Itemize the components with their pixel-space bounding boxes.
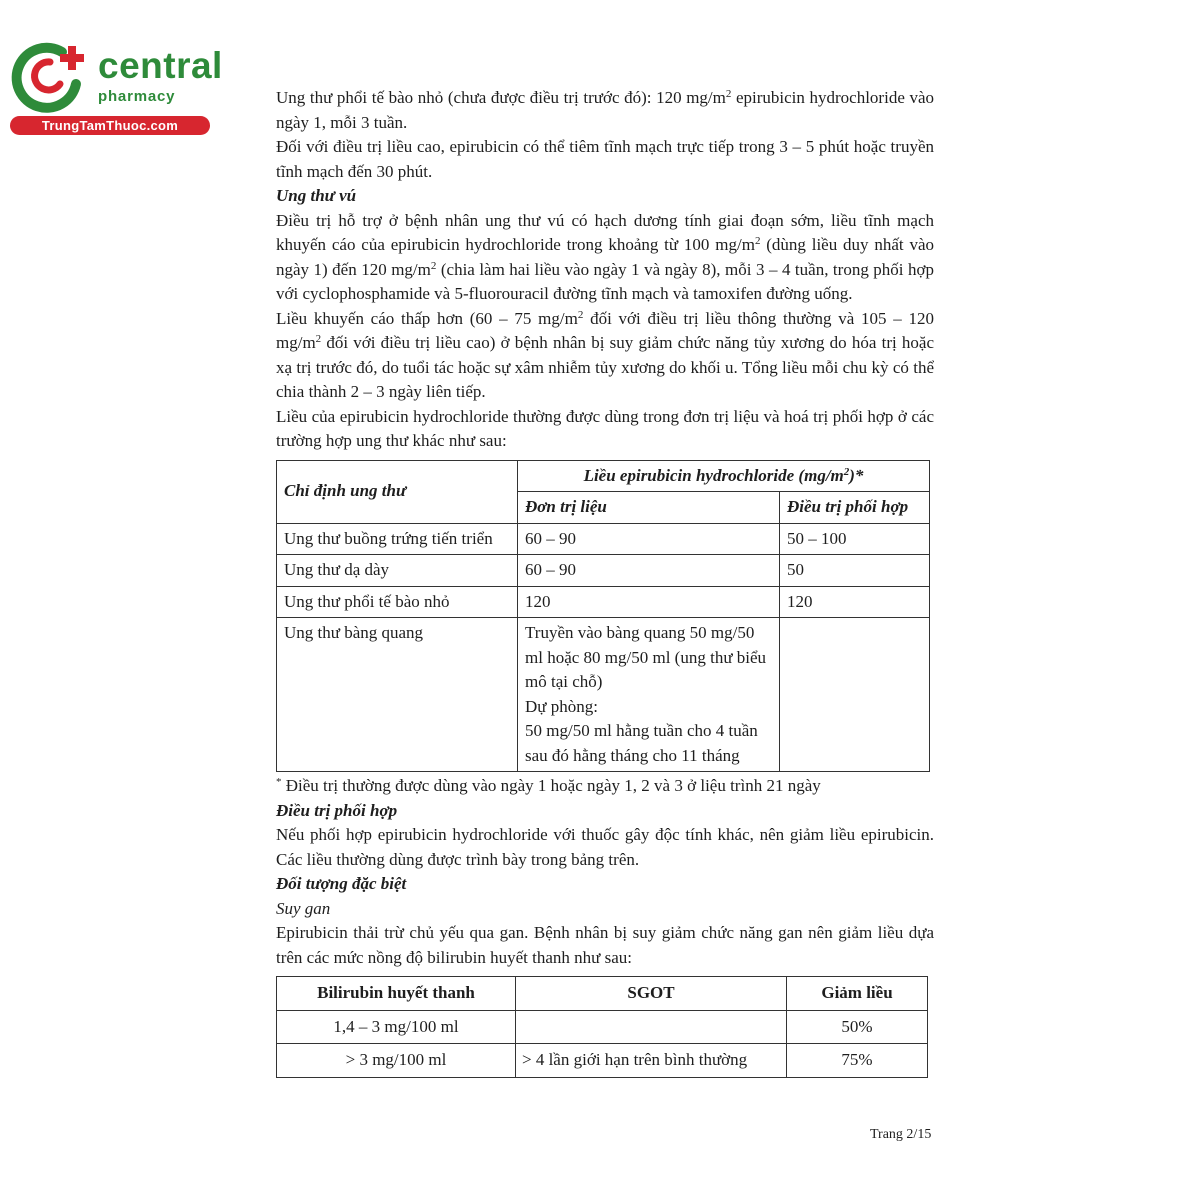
header-dose: Liều epirubicin hydrochloride $(mg/m^2)*$ — [518, 460, 930, 492]
bladder-prophylaxis-dose: 50 mg/50 ml hằng tuần cho 4 tuần sau đó hằng tháng cho 11 tháng — [525, 721, 758, 765]
logo-subtitle: pharmacy — [98, 88, 176, 105]
bladder-instillation: Truyền vào bàng quang 50 mg/50 ml hoặc 80 mg/50 ml (ung thư biểu mô tại chỗ) — [525, 623, 767, 691]
table-row — [277, 618, 930, 772]
cell-mono: 120 — [518, 586, 780, 618]
heading-breast-cancer: Ung thư vú — [276, 186, 357, 205]
header-sgot: SGOT — [516, 977, 787, 1011]
document-body — [276, 86, 934, 1078]
bladder-prophylaxis-label: Dự phòng: — [525, 696, 598, 716]
cell-mono — [518, 618, 780, 772]
logo-url: TrungTamThuoc.com — [10, 116, 210, 135]
paragraph-high-dose: Đối với điều trị liều cao, epirubicin có thể tiêm tĩnh mạch trực tiếp trong 3 – 5 phút hoặc truyền tĩnh mạch đến 30 phút. — [276, 137, 934, 181]
dose-table — [276, 460, 930, 773]
cell-combo: 50 – 100 — [780, 523, 930, 555]
cell-combo: 120 — [780, 586, 930, 618]
header-dose-reduction: Giảm liều — [787, 977, 928, 1011]
header-bilirubin: Bilirubin huyết thanh — [277, 977, 516, 1011]
page-number: Trang 2/15 — [870, 1127, 932, 1142]
cell-combo: 50 — [780, 555, 930, 587]
header-indication: Chỉ định ung thư — [277, 460, 518, 523]
cell-indication: Ung thư bàng quang — [277, 618, 518, 772]
cell-bilirubin: > 3 mg/100 ml — [277, 1044, 516, 1078]
cell-indication: Ung thư dạ dày — [277, 555, 518, 587]
pharmacy-cross-icon — [10, 38, 92, 114]
cell-reduction: 50% — [787, 1010, 928, 1044]
table-row — [277, 1044, 928, 1078]
paragraph-table-intro: Liều của epirubicin hydrochloride thường được dùng trong đơn trị liệu và hoá trị phối hợp ở các trường hợp ung thư khác như sau: — [276, 406, 934, 450]
hepatic-dose-table — [276, 976, 928, 1078]
cell-bilirubin: 1,4 – 3 mg/100 ml — [277, 1010, 516, 1044]
central-pharmacy-logo — [10, 38, 223, 138]
logo-name: central — [98, 45, 223, 86]
table-row — [277, 586, 930, 618]
subheading-hepatic: Suy gan — [276, 898, 331, 918]
cell-sgot: > 4 lần giới hạn trên bình thường — [516, 1044, 787, 1078]
cell-mono: 60 – 90 — [518, 555, 780, 587]
table-row — [277, 555, 930, 587]
header-monotherapy: Đơn trị liệu — [518, 492, 780, 524]
paragraph-combination: Nếu phối hợp epirubicin hydrochloride với thuốc gây độc tính khác, nên giảm liều epirubicin. Các liều thường dùng được trình bày trong bảng trên. — [276, 825, 934, 869]
table-footnote: * Điều trị thường được dùng vào ngày 1 hoặc ngày 1, 2 và 3 ở liệu trình 21 ngày — [276, 776, 821, 795]
cell-reduction: 75% — [787, 1044, 928, 1078]
table-row — [277, 1010, 928, 1044]
cell-combo — [780, 618, 930, 772]
cell-sgot — [516, 1010, 787, 1044]
cell-mono: 60 – 90 — [518, 523, 780, 555]
table-row — [277, 523, 930, 555]
paragraph-small-cell-lung: Ung thư phổi tế bào nhỏ (chưa được điều trị trước đó): 120 $mg/m^2$ epirubicin hydrochloride vào ngày 1, mỗi 3 tuần. — [276, 88, 935, 132]
cell-indication: Ung thư buồng trứng tiến triển — [277, 523, 518, 555]
heading-combination-therapy: Điều trị phối hợp — [276, 800, 398, 820]
paragraph-hepatic: Epirubicin thải trừ chủ yếu qua gan. Bệnh nhân bị suy giảm chức năng gan nên giảm liều dựa trên các mức nồng độ bilirubin huyết thanh như sau: — [276, 923, 934, 967]
cell-indication: Ung thư phổi tế bào nhỏ — [277, 586, 518, 618]
header-combination: Điều trị phối hợp — [780, 492, 930, 524]
heading-special-populations: Đối tượng đặc biệt — [276, 874, 407, 893]
paragraph-breast-dose: Điều trị hỗ trợ ở bệnh nhân ung thư vú có hạch dương tính giai đoạn sớm, liều tĩnh mạch khuyến cáo của epirubicin hydrochloride trong khoảng từ 100 $mg/m^2$ (dùng liều duy nhất vào ngày 1) đến 120 $mg/m^2$ (chia làm hai liều vào ngày 1 và ngày 8), mỗi 3 – 4 tuần, trong phối hợp với cyclophosphamide và 5-fluorouracil đường tĩnh mạch và tamoxifen đường uống. — [276, 210, 935, 303]
paragraph-lower-dose: Liều khuyến cáo thấp hơn (60 – 75 $mg/m^2$ đối với điều trị liều thông thường và 105 – 120 $mg/m^2$ đối với điều trị liều cao) ở bệnh nhân bị suy giảm chức năng tủy xương do hóa trị hoặc xạ trị trước đó, do tuổi tác hoặc sự xâm nhiễm tủy xương do khối u. Tổng liều mỗi chu kỳ có thể chia thành 2 – 3 ngày liên tiếp. — [276, 308, 934, 401]
